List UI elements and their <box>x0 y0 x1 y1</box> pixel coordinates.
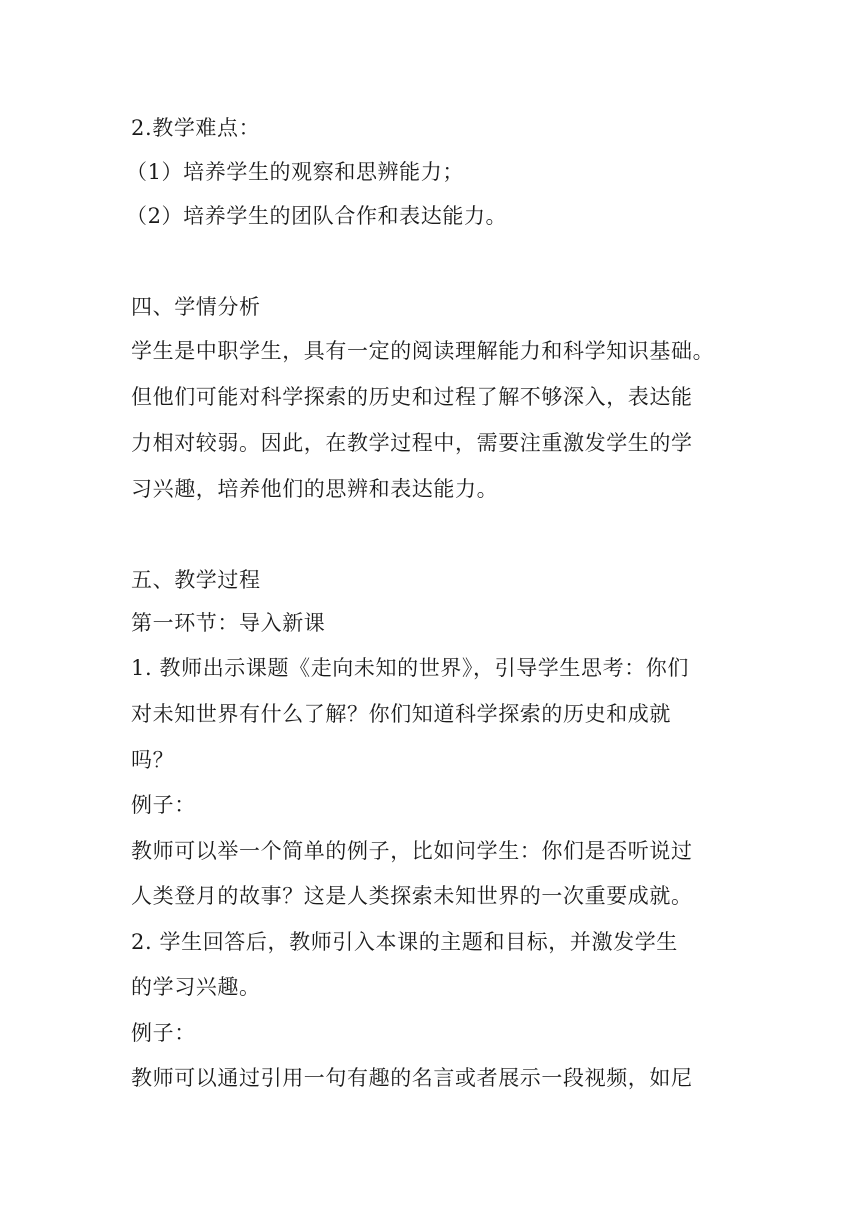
process-line: 1. 教师出示课题《走向未知的世界》，引导学生思考：你们 <box>131 656 690 680</box>
process-line: 对未知世界有什么了解？你们知道科学探索的历史和成就 <box>131 702 671 726</box>
process-line: 例子： <box>131 793 196 817</box>
process-line: 2. 学生回答后，教师引入本课的主题和目标，并激发学生 <box>131 930 678 954</box>
process-line: 教师可以通过引用一句有趣的名言或者展示一段视频，如尼 <box>131 1066 693 1090</box>
analysis-line: 习兴趣，培养他们的思辨和表达能力。 <box>131 477 499 501</box>
difficulty-item-2: （2）培养学生的团队合作和表达能力。 <box>126 204 508 228</box>
process-subheading: 第一环节：导入新课 <box>131 611 326 635</box>
process-line: 例子： <box>131 1021 196 1045</box>
difficulty-item-1: （1）培养学生的观察和思辨能力； <box>126 160 464 184</box>
process-line: 教师可以举一个简单的例子，比如问学生：你们是否听说过 <box>131 839 693 863</box>
difficulty-heading: 2.教学难点： <box>131 116 261 140</box>
analysis-line: 但他们可能对科学探索的历史和过程了解不够深入，表达能 <box>131 385 693 409</box>
process-heading: 五、教学过程 <box>131 568 261 592</box>
process-line: 的学习兴趣。 <box>131 975 261 999</box>
analysis-line: 力相对较弱。因此，在教学过程中，需要注重激发学生的学 <box>131 431 693 455</box>
process-line: 吗？ <box>131 748 175 772</box>
analysis-heading: 四、学情分析 <box>131 295 261 319</box>
process-line: 人类登月的故事？这是人类探索未知世界的一次重要成就。 <box>131 884 693 908</box>
analysis-line: 学生是中职学生，具有一定的阅读理解能力和科学知识基础。 <box>131 339 715 363</box>
